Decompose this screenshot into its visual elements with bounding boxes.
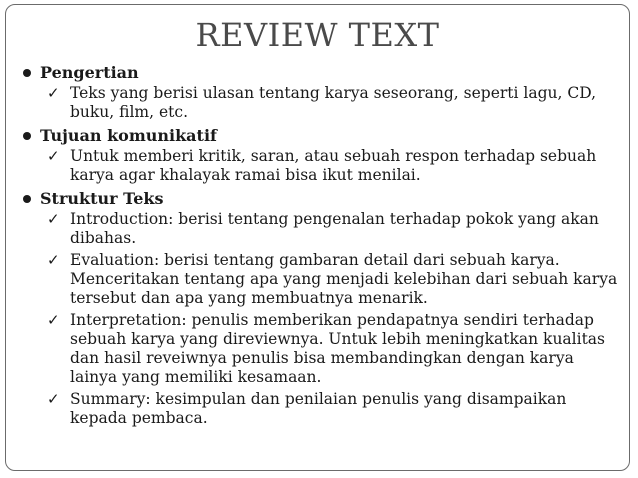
list-item xyxy=(21,84,621,122)
list-item xyxy=(21,390,621,428)
slide-content xyxy=(21,62,621,431)
list-item-text: Summary: kesimpulan dan penilaian penulis yang disampaikan kepada pembaca. xyxy=(70,390,567,427)
section-heading-label: Tujuan komunikatif xyxy=(40,126,217,145)
list-item-text: Teks yang berisi ulasan tentang karya seseorang, seperti lagu, CD, buku, film, etc. xyxy=(70,84,597,121)
section-struktur-teks xyxy=(21,188,621,428)
bullet-dot-icon xyxy=(23,69,31,77)
list-item-text: Introduction: berisi tentang pengenalan terhadap pokok yang akan dibahas. xyxy=(70,210,599,247)
section-tujuan-komunikatif xyxy=(21,125,621,185)
checkmark-icon: ✓ xyxy=(47,311,60,329)
section-pengertian xyxy=(21,62,621,122)
list-item xyxy=(21,311,621,387)
section-heading xyxy=(21,125,621,147)
list-item xyxy=(21,210,621,248)
checkmark-icon: ✓ xyxy=(47,210,60,228)
list-item-text: Interpretation: penulis memberikan pendapatnya sendiri terhadap sebuah karya yang direviewnya. Untuk lebih meningkatkan kualitas dan hasil reveiwnya penulis bisa membandingkan dengan karya lainya yang memiliki kesamaan. xyxy=(70,311,605,386)
list-item xyxy=(21,147,621,185)
slide-title: REVIEW TEXT xyxy=(195,16,440,54)
section-heading-label: Pengertian xyxy=(40,63,139,82)
section-heading xyxy=(21,62,621,84)
list-item-text: Evaluation: berisi tentang gambaran detail dari sebuah karya. Menceritakan tentang apa yang menjadi kelebihan dari sebuah karya tersebut dan apa yang membuatnya menarik. xyxy=(70,251,618,307)
checkmark-icon: ✓ xyxy=(47,84,60,102)
bullet-dot-icon xyxy=(23,132,31,140)
section-heading xyxy=(21,188,621,210)
slide-frame xyxy=(5,4,630,471)
checkmark-icon: ✓ xyxy=(47,147,60,165)
checkmark-icon: ✓ xyxy=(47,390,60,408)
list-item xyxy=(21,251,621,308)
section-heading-label: Struktur Teks xyxy=(40,189,164,208)
list-item-text: Untuk memberi kritik, saran, atau sebuah respon terhadap sebuah karya agar khalayak ramai bisa ikut menilai. xyxy=(70,147,597,184)
bullet-dot-icon xyxy=(23,195,31,203)
checkmark-icon: ✓ xyxy=(47,251,60,269)
